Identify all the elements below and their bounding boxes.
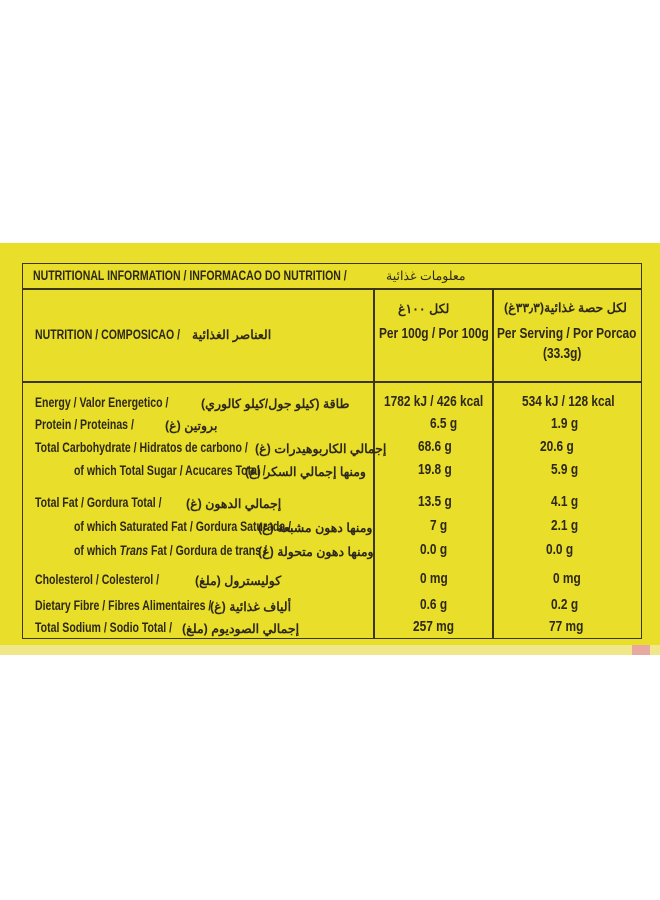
- row-sodium-label: Total Sodium / Sodio Total /: [35, 620, 173, 635]
- row-fibre-serving: 0.2 g: [551, 597, 579, 613]
- header-nutrition-en: NUTRITION / COMPOSICAO /: [35, 327, 181, 342]
- row-saturated-fat-ar: ومنها دهون مشبعة (غ): [258, 521, 373, 535]
- row-protein-ar: بروتين (غ): [165, 419, 218, 433]
- row-carbohydrate-label: Total Carbohydrate / Hidratos de carbono /: [35, 440, 248, 455]
- header-nutrition-ar: العناصر الغذائية: [192, 328, 272, 342]
- row-fat-ar: إجمالي الدهون (غ): [186, 497, 282, 511]
- row-trans-fat-pre: of which: [74, 543, 120, 558]
- title-divider: [22, 288, 642, 290]
- row-cholesterol-label: Cholesterol / Colesterol /: [35, 572, 160, 587]
- row-cholesterol-per100: 0 mg: [420, 571, 448, 587]
- row-saturated-fat-label: of which Saturated Fat / Gordura Saturada /: [74, 519, 292, 534]
- title-ar: معلومات غذائية: [386, 269, 466, 283]
- row-sugar-per100: 19.8 g: [418, 462, 452, 478]
- row-protein-label: Protein / Proteinas /: [35, 417, 134, 432]
- row-carbohydrate-serving: 20.6 g: [540, 439, 574, 455]
- column-divider-2: [492, 288, 494, 639]
- row-energy-ar: طاقة (كيلو جول/كيلو كالوري): [201, 397, 350, 411]
- row-carbohydrate-per100: 68.6 g: [418, 439, 452, 455]
- row-sodium-ar: إجمالي الصوديوم (ملغ): [182, 622, 300, 636]
- header-serving-ar: لكل حصة غذائية(٣٣٫٣غ): [504, 301, 627, 315]
- row-trans-fat-per100: 0.0 g: [420, 542, 448, 558]
- row-fibre-label: Dietary Fibre / Fibres Alimentaires /: [35, 598, 212, 613]
- row-sugar-serving: 5.9 g: [551, 462, 579, 478]
- row-saturated-fat-serving: 2.1 g: [551, 518, 579, 534]
- row-cholesterol-ar: كوليسترول (ملغ): [195, 574, 282, 588]
- row-protein-serving: 1.9 g: [551, 416, 579, 432]
- row-sodium-per100: 257 mg: [413, 619, 454, 635]
- package-edge: [0, 645, 660, 655]
- row-fat-serving: 4.1 g: [551, 494, 579, 510]
- row-fat-label: Total Fat / Gordura Total /: [35, 495, 162, 510]
- row-fat-per100: 13.5 g: [418, 494, 452, 510]
- row-energy-serving: 534 kJ / 128 kcal: [522, 394, 615, 410]
- column-divider-1: [373, 288, 375, 639]
- row-fibre-ar: ألياف غذائية (غ): [210, 600, 292, 614]
- row-protein-per100: 6.5 g: [430, 416, 458, 432]
- row-trans-fat-serving: 0.0 g: [546, 542, 574, 558]
- row-energy-per100: 1782 kJ / 426 kcal: [384, 394, 484, 410]
- row-sugar-ar: ومنها إجمالي السكر (غ): [245, 465, 366, 479]
- header-per100-ar: لكل ١٠٠غ: [398, 302, 450, 316]
- row-trans-fat-ar: ومنها دهون متحولة (غ): [258, 545, 374, 559]
- package-red-mark: [632, 645, 650, 655]
- nutrition-label: [0, 243, 660, 655]
- row-carbohydrate-ar: إجمالي الكاربوهيدرات (غ): [255, 442, 387, 456]
- row-saturated-fat-per100: 7 g: [430, 518, 448, 534]
- row-trans-fat-label: [74, 543, 267, 558]
- row-fibre-per100: 0.6 g: [420, 597, 448, 613]
- header-divider: [22, 381, 642, 383]
- title-en: NUTRITIONAL INFORMATION / INFORMACAO DO NUTRITION /: [33, 268, 347, 283]
- row-sugar-label: of which Total Sugar / Acucares Total /: [74, 463, 266, 478]
- row-trans-fat-italic: Trans: [119, 543, 149, 558]
- header-serving-size: (33.3g): [543, 346, 582, 362]
- header-serving-en: Per Serving / Por Porcao: [497, 326, 637, 342]
- row-energy-label: Energy / Valor Energetico /: [35, 395, 169, 410]
- row-trans-fat-post: Fat / Gordura de trans /: [148, 543, 267, 558]
- row-sodium-serving: 77 mg: [549, 619, 584, 635]
- row-cholesterol-serving: 0 mg: [553, 571, 581, 587]
- header-per100-en: Per 100g / Por 100g: [379, 326, 489, 342]
